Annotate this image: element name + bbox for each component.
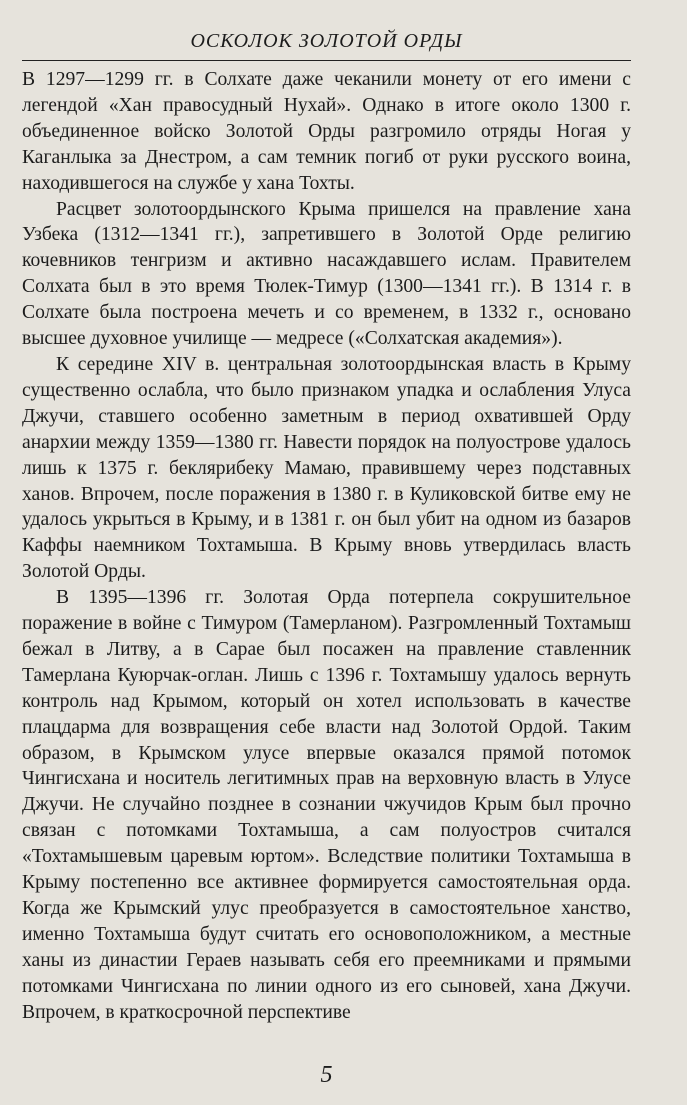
paragraph-1: В 1297—1299 гг. в Солхате даже чеканили монету от его имени с легендой «Хан правосудный Нухай». Однако в итоге около 1300 г. объединенное войско Золотой Орды разгромило отряды Ногая у Каганлыка за Днестром, а сам темник погиб от руки русского воина, находившегося на службе у хана Тохты. xyxy=(22,69,631,194)
paragraph-2: Расцвет золотоордынского Крыма пришелся на правление хана Узбека (1312—1341 гг.), запретившего в Золотой Орде религию кочевников тенгризм и активно насаждавшего ислам. Правителем Солхата был в это время Тюлек-Тимур (1300—1341 гг.). В 1314 г. в Солхате была построена мечеть и со временем, в 1332 г., основано высшее духовное училище — медресе («Солхатская академия»). xyxy=(22,198,631,350)
paragraph-3: К середине XIV в. центральная золотоордынская власть в Крыму существенно ослабла, что было признаком упадка и ослабления Улуса Джучи, ставшего особенно заметным в период охватившей Орду анархии между 1359—1380 гг. Навести порядок на полуострове удалось лишь к 1375 г. беклярибеку Мамаю, правившему через подставных ханов. Впрочем, после поражения в 1380 г. в Куликовской битве ему не удалось укрыться в Крыму, и в 1381 г. он был убит на одном из базаров Каффы наемником Тохтамыша. В Крыму вновь утвердилась власть Золотой Орды. xyxy=(22,353,631,583)
page-number: 5 xyxy=(320,1062,333,1088)
paragraph-4: В 1395—1396 гг. Золотая Орда потерпела сокрушительное поражение в войне с Тимуром (Тамерланом). Разгромленный Тохтамыш бежал в Литву, а в Сарае был посажен на правление ставленник Тамерлана Куюрчак-оглан. Лишь с 1396 г. Тохтамышу удалось вернуть контроль над Крымом, который он хотел использовать в качестве плацдарма для возвращения себе власти над Золотой Ордой. Таким образом, в Крымском улусе впервые оказался прямой потомок Чингисхана и носитель легитимных прав на верховную власть в Улусе Джучи. Не случайно позднее в сознании чжучидов Крым был прочно связан с потомками Тохтамыша, а сам полуостров считался «Тохтамышевым царевым юртом». Вследствие политики Тохтамыша в Крыму постепенно все активнее формируется самостоятельная орда. Когда же Крымский улус преобразуется в самостоятельное ханство, именно Тохтамыша будут считать его основоположником, а местные ханы из династии Гераев называть себя его преемниками и прямыми потомками Чингисхана по линии одного из его сыновей, хана Джучи. Впрочем, в краткосрочной перспективе xyxy=(22,587,631,1023)
running-head-title: ОСКОЛОК ЗОЛОТОЙ ОРДЫ xyxy=(22,28,631,61)
body-text xyxy=(22,67,631,1026)
